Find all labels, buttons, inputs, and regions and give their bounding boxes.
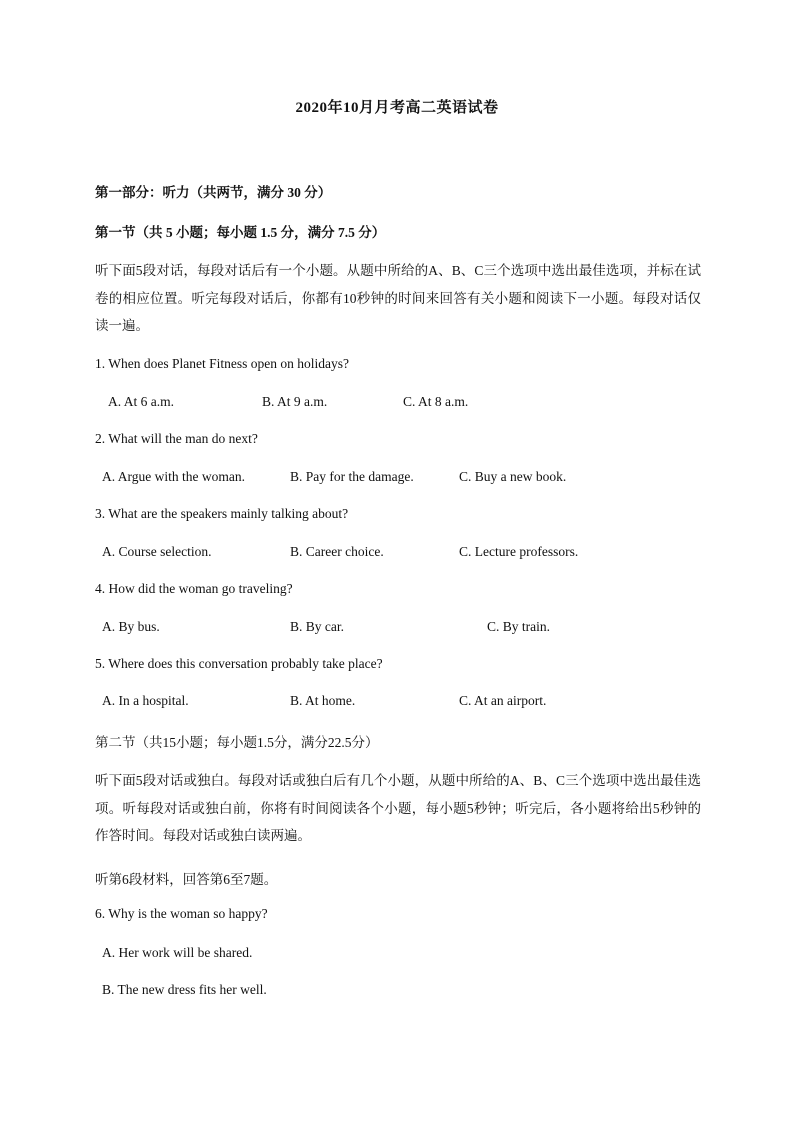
- question-4-option-c: C. By train.: [487, 619, 550, 634]
- question-6-option-b: B. The new dress fits her well.: [102, 982, 267, 997]
- question-1-option-b: B. At 9 a.m.: [262, 394, 328, 409]
- question-5-option-b: B. At home.: [290, 693, 356, 708]
- part1-heading: 第一部分：听力（共两节，满分 30 分）: [95, 185, 332, 200]
- material-6-note: 听第6段材料，回答第6至7题。: [95, 872, 278, 887]
- section2-instructions: 听下面5段对话或独白。每段对话或独白后有几个小题，从题中所给的A、B、C三个选项中选出最佳选项。听每段对话或独白前，你将有时间阅读各个小题，每小题5秒钟；听完后，各小题将给出5秒钟的作答时间。每段对话或独白读两遍。: [95, 773, 701, 843]
- question-5-option-a: A. In a hospital.: [102, 693, 189, 708]
- question-3-option-a: A. Course selection.: [102, 544, 212, 559]
- question-2-option-a: A. Argue with the woman.: [102, 469, 245, 484]
- question-4-option-a: A. By bus.: [102, 619, 160, 634]
- question-1-stem: 1. When does Planet Fitness open on holidays?: [95, 356, 349, 371]
- question-4-stem: 4. How did the woman go traveling?: [95, 581, 293, 596]
- question-1-option-c: C. At 8 a.m.: [403, 394, 469, 409]
- question-3-stem: 3. What are the speakers mainly talking about?: [95, 506, 349, 521]
- question-5-option-c: C. At an airport.: [459, 693, 547, 708]
- question-1-option-a: A. At 6 a.m.: [108, 394, 174, 409]
- question-6-stem: 6. Why is the woman so happy?: [95, 906, 268, 921]
- section1-heading: 第一节（共 5 小题；每小题 1.5 分，满分 7.5 分）: [95, 225, 386, 240]
- page-title: 2020年10月月考高二英语试卷: [295, 100, 499, 116]
- question-3-option-c: C. Lecture professors.: [459, 544, 579, 559]
- section2-heading: 第二节（共15小题；每小题1.5分，满分22.5分）: [95, 735, 379, 750]
- question-2-stem: 2. What will the man do next?: [95, 431, 258, 446]
- question-2-option-b: B. Pay for the damage.: [290, 469, 414, 484]
- question-4-option-b: B. By car.: [290, 619, 344, 634]
- question-2-option-c: C. Buy a new book.: [459, 469, 567, 484]
- question-5-stem: 5. Where does this conversation probably take place?: [95, 656, 383, 671]
- question-6-option-a: A. Her work will be shared.: [102, 945, 253, 960]
- question-3-option-b: B. Career choice.: [290, 544, 384, 559]
- section1-instructions: 听下面5段对话，每段对话后有一个小题。从题中所给的A、B、C三个选项中选出最佳选项，并标在试卷的相应位置。听完每段对话后，你都有10秒钟的时间来回答有关小题和阅读下一小题。每段对话仅读一遍。: [95, 263, 701, 333]
